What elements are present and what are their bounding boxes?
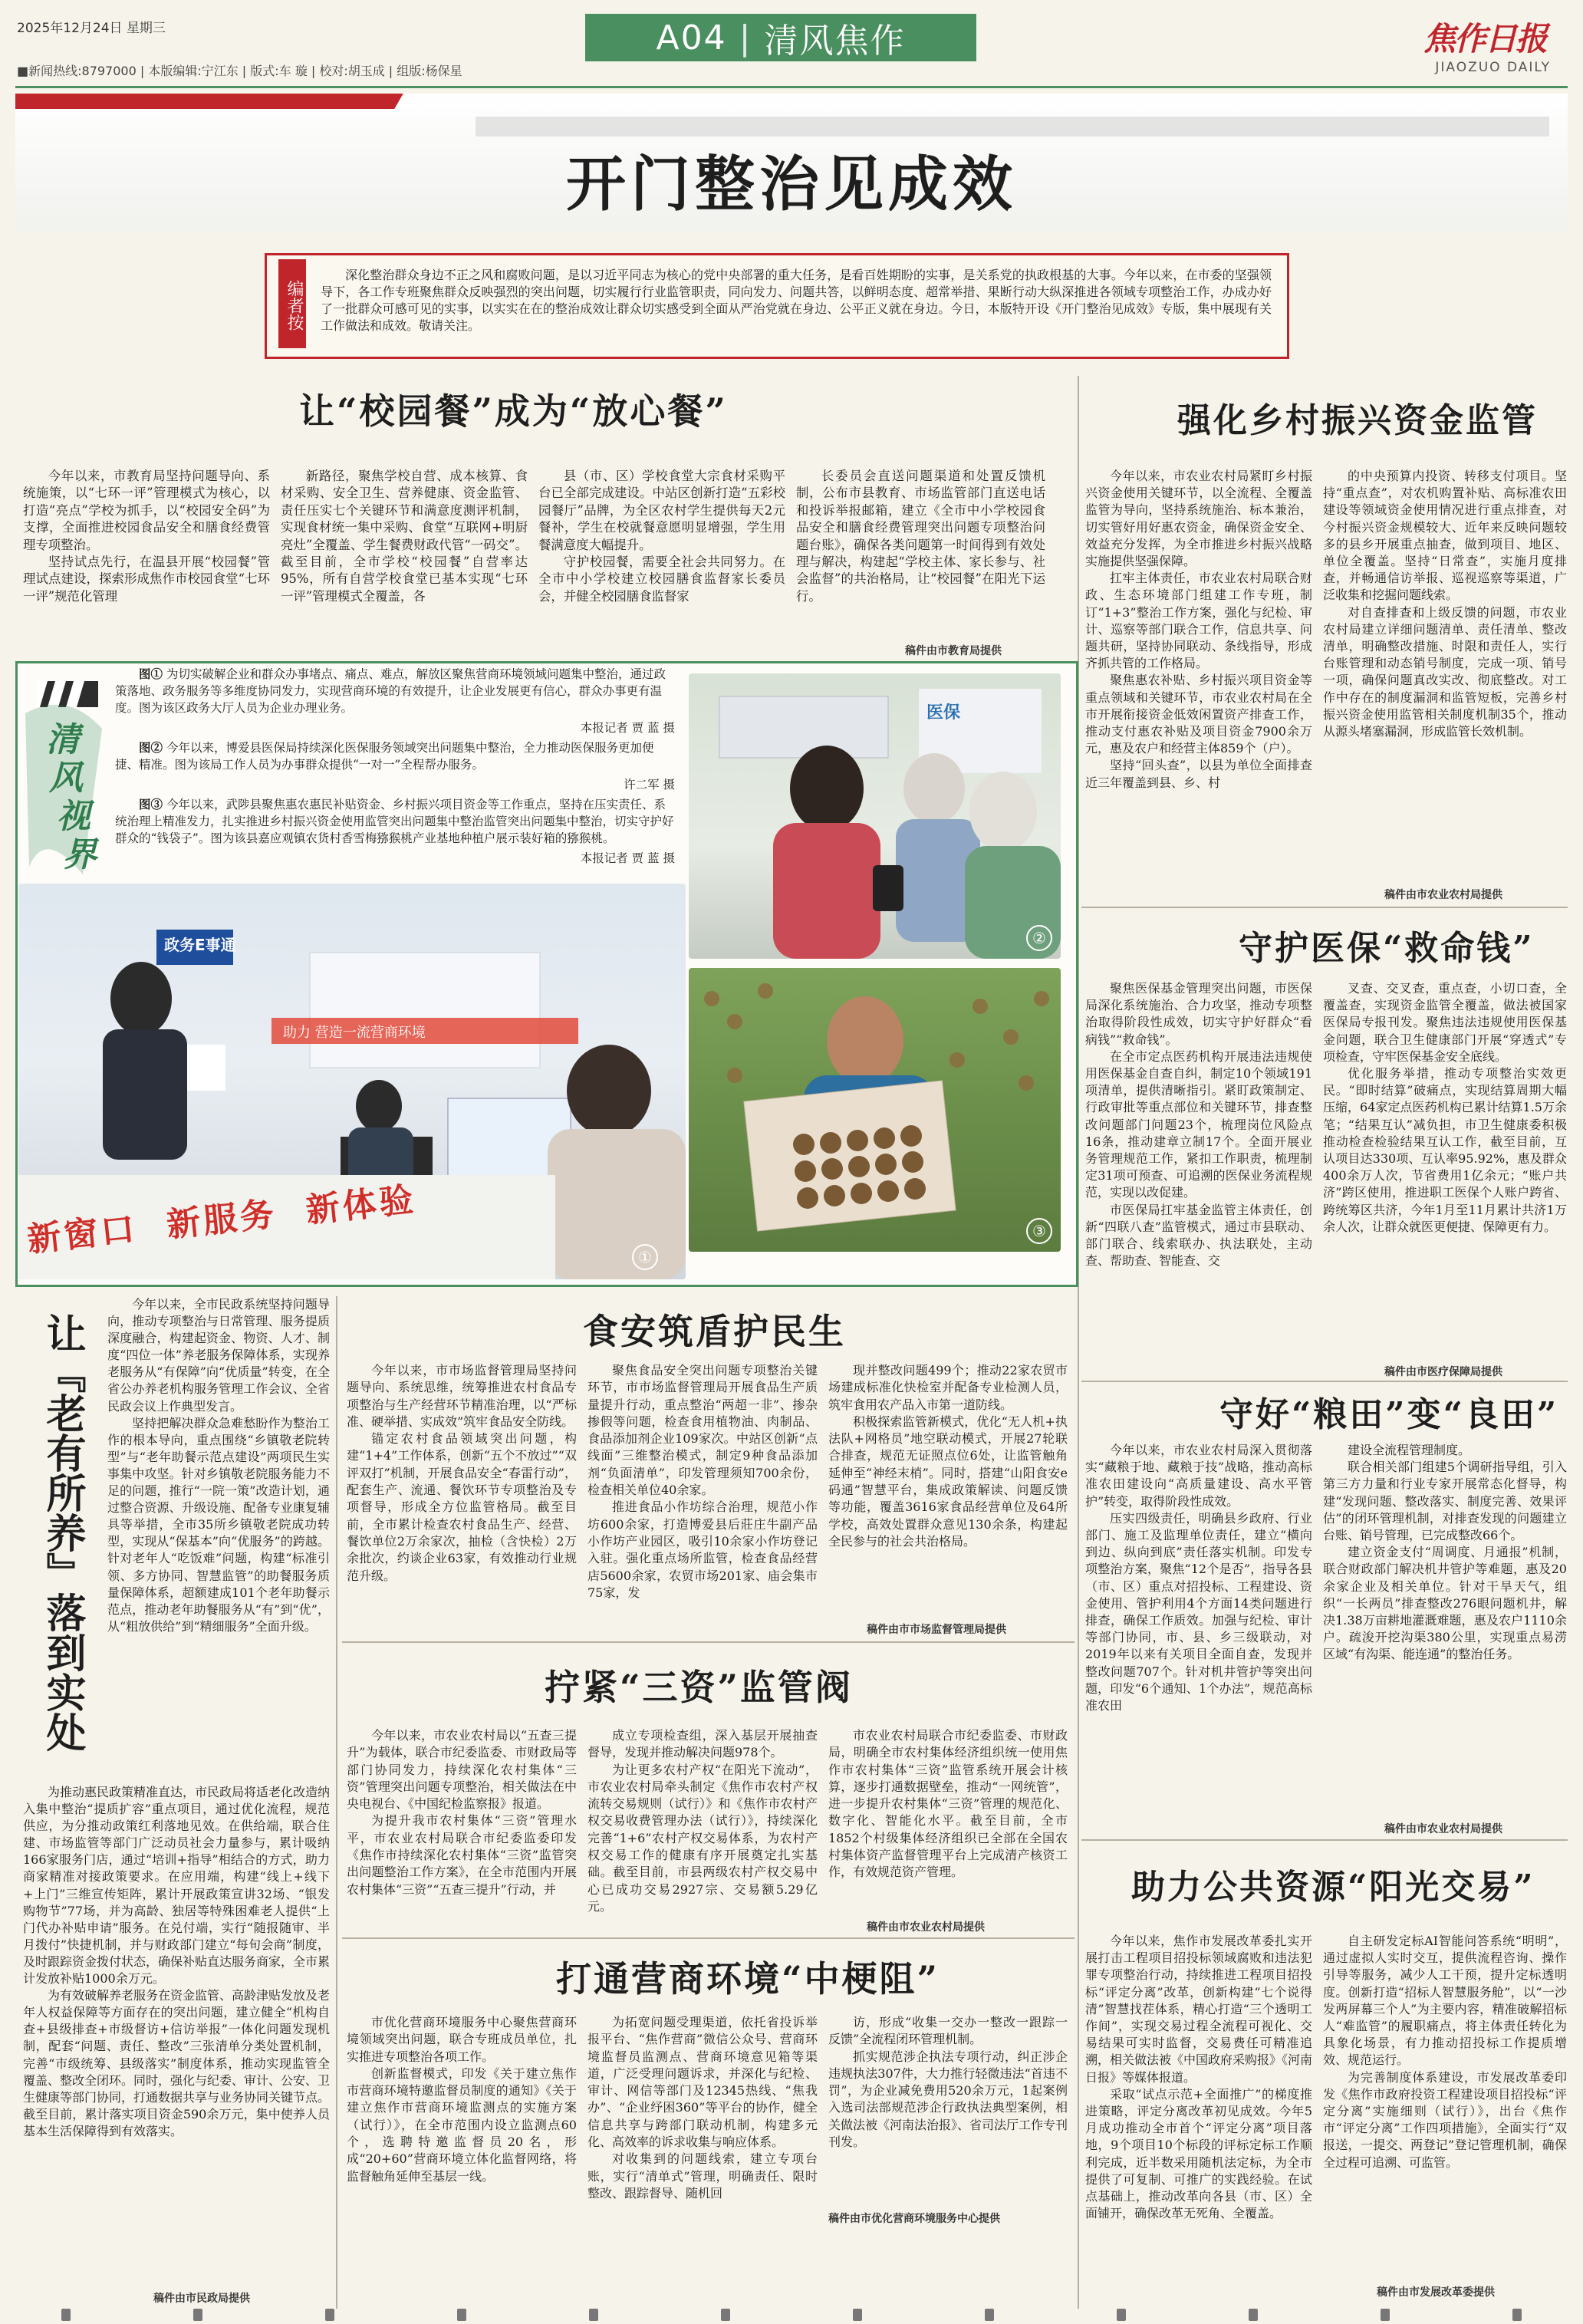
caption-credit: 本报记者 贾 蓝 摄: [580, 851, 675, 865]
article-medical-col1: [1085, 980, 1312, 1269]
column-name-char: 视: [57, 797, 91, 836]
caption-credit: 本报记者 贾 蓝 摄: [580, 721, 675, 735]
photo-number-1: ①: [632, 1244, 658, 1270]
column-name-char: 界: [63, 835, 97, 874]
caption-text: 今年以来，武陟县聚焦惠农惠民补贴资金、乡村振兴项目资金等工作重点，坚持在压实责任、系统治理上精准发力，扎实推进乡村振兴资金使用监管突出问题集中整治监管突出问题集中整治，切实守护好群众的“钱袋子”。图为该县嘉应观镇农货村香雪梅猕猴桃产业基地种植户展示装好箱的猕猴桃。: [115, 798, 674, 845]
paragraph: 坚持把解决群众急难愁盼作为整治工作的根本导向，重点围绕“乡镇敬老院转型”与“老年助餐示范点建设”两项民生实事集中攻坚。针对乡镇敬老院服务能力不足的问题，推行“一院一策”改造计划，通过整合资源、升级设施、配备专业康复辅具等举措，全市35所乡镇敬老院成功转型，实现从“保基本”向“优服务”的跨越。针对老年人“吃饭难”问题，构建“标准引领、多方协同、智慧监管”的助餐服务质量保障体系，超额建成101个老年助餐示范点，推动老年助餐服务从“有”到“优”，从“粗放供给”到“精细服务”全面升级。: [107, 1415, 330, 1634]
section-name: 清风焦作: [764, 21, 906, 61]
photo-number-3: ③: [1026, 1218, 1052, 1244]
newspaper-logo-en: JIAOZUO DAILY: [1435, 60, 1551, 75]
footer-mark: [193, 2309, 202, 2321]
article-grain-col1: [1085, 1442, 1312, 1714]
paragraph: 聚焦医保基金管理突出问题，市医保局深化系统施治、合力攻坚，推动专项整治取得阶段性成效，切实守护好群众“看病钱”“救命钱”。: [1085, 981, 1312, 1047]
article-food-col1: [347, 1362, 577, 1585]
paragraph: 对自查排查和上级反馈的问题，市农业农村局建立详细问题清单、责任清单、整改清单，明确整改措施、时限和责任人，实行台账管理和动态销号制度，完成一项、销号一项，确保问题真改实改、彻底整改。对工作中存在的制度漏洞和监管短板，完善乡村振兴资金使用监管相关制度机制35个，推动从源头堵塞漏洞，形成监管长效机制。: [1323, 604, 1567, 739]
page-footer-marks: [0, 2309, 1583, 2324]
footer-mark: [1117, 2309, 1126, 2321]
paragraph: 为完善制度体系建设，市发展改革委印发《焦作市政府投资工程建设项目招投标“评定分离”实施细则（试行）》，出台《焦作市“评定分离”工作四项措施》，全面实行“双报送，一提交、两登记”登记管理机制，确保全过程可追溯、可监管。: [1323, 2069, 1567, 2170]
paragraph: 聚焦惠农补贴、乡村振兴项目资金等重点领域和关键环节，市农业农村局在全市开展衔接资金低效闲置资产排查工作，推动支付惠农补贴及项目资金7900余万元，惠及农户和经营主体859个（户）。: [1085, 673, 1312, 756]
article-campus-col1: [23, 468, 270, 605]
article-public-col2: [1323, 1933, 1567, 2171]
paragraph: 守护校园餐，需要全社会共同努力。在全市中小学校建立校园膳食监督家长委员会，并健全校园膳食监督家: [538, 555, 785, 604]
caption-text: 为切实破解企业和群众办事堵点、痛点、难点，解放区聚焦营商环境领域问题集中整治，通过政策落地、政务服务等多维度协同发力，实现营商环境的有效提升，让企业发展更有信心，群众办事更有温度。图为该区政务大厅人员为企业办理业务。: [115, 667, 666, 715]
editor-note-text: 深化整治群众身边不正之风和腐败问题，是以习近平同志为核心的党中央部署的重大任务，是看百姓期盼的实事，是关系党的执政根基的大事。今年以来，在市委的坚强领导下，各工作专班聚焦群众反映强烈的突出问题，切实履行行业监管职责，同向发力、问题共答，以鲜明态度、超常举措、果断行动大纵深推进各领域专项整治工作，办成办好了一批群众可感可见的实事，以实实在在的整治成效让群众切实感受到全面从严治党就在身边、公平正义就在身边。今日，本版特开设《开门整治见成效》专版，集中展现有关工作做法和成效。敬请关注。: [321, 268, 1272, 333]
issue-date: 2025年12月24日 星期三: [17, 21, 166, 36]
paragraph: 市农业农村局联合市纪委监委、市财政局，明确全市农村集体经济组织统一使用焦作市农村集体“三资”监管系统开展会计核算，逐步打通数据壁垒，推动“一网统管”，进一步提升农村集体“三资”管理的规范化、数字化、智能化水平。截至目前，全市1852个村级集体经济组织已全部在全国农村集体资产监督管理平台上完成清产核资工作，有效规范资产管理。: [828, 1728, 1068, 1880]
article-grain-credit: 稿件由市农业农村局提供: [1384, 1823, 1502, 1835]
paragraph: 创新监督模式，印发《关于建立焦作市营商环境特邀监督员制度的通知》《关于建立焦作市营商环境监测点的实施方案（试行）》，在全市范围内设立监测点60个，选聘特邀监督员20名，形成“20+60”营商环境立体化监督网络，将监督触角延伸至基层一线。: [347, 2066, 577, 2184]
photo-captions: [115, 666, 675, 870]
caption-label: 图③: [139, 797, 163, 811]
article-title-medical: 守护医保“救命钱”: [1239, 929, 1535, 968]
article-business-col3: [828, 2014, 1068, 2151]
paragraph: 为有效破解养老服务在资金监管、高龄津贴发放及老年人权益保障等方面存在的突出问题，建立健全“机构自查+县级排查+市级督访+信访举报”一体化问题发现机制，配套“问题、责任、整改”三张清单分类处置机制，完善“市级统筹、县级落实”制度体系，推动实现监管全覆盖、整改全闭环。同时，强化与纪委、审计、公安、卫生健康等部门协同，打通数据共享与业务协同关键节点。截至目前，累计落实项目资金590余万元，集中使养人员基本生活保障得到有效落实。: [23, 1988, 331, 2138]
paragraph: 优化服务举措，推动专项整治实效更民。“即时结算”破痛点，实现结算周期大幅压缩，64家定点医药机构已累计结算1.5万余笔；“结果互认”减负担，市卫生健康委积极推动检查检验结果互认工作，截至目前，互认项目达330项、互认率95.92%，惠及群众400余万人次，节省费用1亿余元；“账户共济”跨区使用，推进职工医保个人账户跨省、跨统筹区共济，今年1月至11月累计共济1万余人次，让群众就医更便捷、保障更有力。: [1323, 1066, 1567, 1234]
article-title-campus: 让“校园餐”成为“放心餐”: [299, 390, 728, 432]
article-assets-col1: [347, 1727, 577, 1898]
paragraph: 积极探索监管新模式，优化“无人机+执法队+网格员”地空联动模式，开展27轮联合排查，规范无证照点位6处，让监管触角延伸至“神经末梢”。同时，搭建“山阳食安e码通”智慧平台，集成政策解读、问题反馈等功能，覆盖3616家食品经营单位及64所学校，高效处置群众意见130余条，构建起全民参与的社会共治格局。: [828, 1414, 1068, 1549]
article-rural-col2: [1323, 468, 1567, 740]
paragraph: 自主研发定标AI智能问答系统“明明”，通过虚拟人实时交互，提供流程咨询、操作引导等服务，减少人工干预，提升定标透明度。创新打造“招标人智慧服务舱”，以“一沙发两屏幕三个人”为主要内容，精准破解招标人“难监管”的履职痛点，将主体责任转化为具象化场景，有力推动招投标工作提质增效、规范运行。: [1323, 1934, 1567, 2068]
article-title-business: 打通营商环境“中梗阻”: [556, 1958, 940, 2000]
article-assets-credit: 稿件由市农业农村局提供: [867, 1921, 985, 1934]
article-elderly-col2: [23, 1784, 330, 2140]
footer-mark: [853, 2309, 862, 2321]
slogan-part: 新体验: [304, 1180, 419, 1231]
footer-mark: [721, 2309, 730, 2321]
column-divider: [336, 1296, 337, 2309]
paragraph: 今年以来，市农业农村局以“五查三提升”为载体，联合市纪委监委、市财政局等部门协同发力，持续深化农村集体“三资”管理突出问题专项整治，相关做法在中央电视台、《中国纪检监察报》报道。: [347, 1728, 577, 1812]
paragraph: 为推动惠民政策精准直达，市民政局将适老化改造纳入集中整治“提质扩容”重点项目，通过优化流程，规范供应，为分推动政策红利落地见效。在供给端，联合住建、市场监管等部门广泛动员社会力量参与，累计吸纳166家服务门店，通过“培训+指导”相结合的方式，助力商家精准对接政策要求。在应用端，构建“线上+线下+上门”三维宣传矩阵，累计开展政策宣讲32场、“银发购物节”77场，并为高龄、独居等特殊困难老人提供“上门代办补贴申请”服务。在兑付端，实行“随报随审、半月拨付”快捷机制，并与财政部门建立“每旬会商”制度，及时跟踪资金拨付状态，确保补贴直达服务商家，全市累计发放补贴1000余万元。: [23, 1785, 331, 1987]
article-business-col2: [587, 2014, 818, 2202]
footer-mark: [61, 2309, 71, 2321]
article-title-rural: 强化乡村振兴资金监管: [1177, 401, 1538, 440]
paragraph: 建设全流程管理制度。: [1348, 1443, 1471, 1457]
photo-2-sign: 医保: [926, 703, 961, 723]
header-divider: [15, 86, 1568, 88]
article-title-public: 助力公共资源“阳光交易”: [1131, 1868, 1535, 1907]
article-medical-col2: [1323, 980, 1567, 1236]
paragraph: 聚焦食品安全突出问题专项整治关键环节，市市场监督管理局开展食品生产质量提升行动，重点整治“两超一非”、掺杂掺假等问题，检查食用植物油、肉制品、食品添加剂企业109家次。中站区创新“点线面”三维整治模式，制定9种食品添加剂“负面清单”，印发管理须知700余份，检查相关单位40余家。: [587, 1363, 818, 1498]
page-number: A04: [656, 18, 727, 58]
photo-number-2: ②: [1026, 925, 1052, 951]
article-food-credit: 稿件由市市场监督管理局提供: [867, 1624, 1006, 1636]
paragraph: 对收集到的问题线索，建立专项台账，实行“清单式”管理，明确责任、限时整改、跟踪督导、随机回: [587, 2151, 818, 2201]
paragraph: 的中央预算内投资、转移支付项目。坚持“重点查”，对农机购置补贴、高标准农田建设等领域资金使用情况进行重点排查，对今村振兴资金规模较大、近年来反映问题较多的县乡开展重点抽查，做到项目、地区、单位全覆盖。坚持“日常查”，实施月度排查，并畅通信访举报、巡视巡察等渠道，广泛收集和挖掘问题线索。: [1323, 469, 1567, 603]
article-grain-col2: [1323, 1442, 1567, 1664]
paragraph: 联合相关部门组建5个调研指导组，引入第三方力量和行业专家开展常态化督导，构建“发现问题、整改落实、制度完善、效果评估”的闭环管理机制，对排查发现的问题建立台账、销号管理，已完成整改66个。: [1323, 1460, 1567, 1543]
article-rural-credit: 稿件由市农业农村局提供: [1384, 889, 1502, 901]
photo-3-kiwi-farmer: [689, 968, 1061, 1252]
article-title-grain: 守好“粮田”变“良田”: [1219, 1395, 1559, 1434]
column-name: [46, 721, 97, 874]
photo-1-government-hall: [18, 884, 686, 1279]
article-title-assets: 拧紧“三资”监管阀: [545, 1667, 853, 1708]
column-name-char: 清: [46, 720, 80, 759]
footer-mark: [985, 2309, 994, 2321]
paragraph: 市医保局扛牢基金监管主体责任，创新“四联八查”监管模式，通过市县联动、部门联合、线索联办、执法联处，主动查、帮助查、智能查、交: [1085, 1202, 1312, 1269]
article-campus-col3: [538, 468, 785, 605]
paragraph: 坚持“回头查”，以县为单位全面排查近三年覆盖到县、乡、村: [1085, 758, 1312, 790]
caption-text: 今年以来，博爱县医保局持续深化医保服务领域突出问题集中整治，全力推动医保服务更加便捷、精准。图为该局工作人员为办事群众提供“一对一”全程帮办服务。: [115, 741, 654, 772]
paragraph: 成立专项检查组，深入基层开展抽查督导，发现并推动解决问题978个。: [587, 1728, 818, 1760]
paragraph: 市优化营商环境服务中心聚焦营商环境领域突出问题，联合专班成员单位，扎实推进专项整治各项工作。: [347, 2015, 577, 2064]
article-campus-credit: 稿件由市教育局提供: [905, 645, 1002, 657]
column-name-char: 风: [49, 759, 83, 798]
footer-mark: [589, 2309, 598, 2321]
article-public-col1: [1085, 1933, 1312, 2222]
paragraph: 县（市、区）学校食堂大宗食材采购平台已全部完成建设。中站区创新打造“五彩校园餐厅”品牌，为全区农村学生提供每天2元餐补，学生在校就餐意愿明显增强，学生用餐满意度大幅提升。: [538, 469, 785, 552]
article-business-col1: [347, 2014, 577, 2185]
paragraph: 今年以来，焦作市发展改革委扎实开展打击工程项目招投标领域腐败和违法犯罪专项整治行动，持续推进工程项目招投标“评定分离”改革，创新构建“七个说得清”智慧找茬体系，精心打造“三个透明工作间”，实现交易过程全流程可视化、交易结果可实时监督，交易费任可精准追溯，相关做法被《中国政府采购报》《河南日报》等媒体报道。: [1085, 1934, 1313, 2085]
paragraph: 抓实规范涉企执法专项行动，纠正涉企违规执法307件，大力推行轻微违法“首违不罚”，为企业减免费用520余万元，1起案例入选司法部规范涉企行政执法典型案例，相关做法被《河南法治报》、省司法厅工作专刊刊发。: [828, 2049, 1068, 2150]
paragraph: 压实四级责任，明确县乡政府、行业部门、施工及监理单位责任，建立“横向到边、纵向到底”责任落实机制。印发专项整治方案，聚焦“12个是否”，指导各县（市、区）重点对招投标、工程建设、资金使用、管护利用4个方面14类问题进行排查，确保工作质效。加强与纪检、审计等部门协同，市、县、乡三级联动，对2019年以来有关项目全面自查，发现并整改问题707个。针对机井管护等突出问题，印发“6个通知、1个办法”，规范高标准农田: [1085, 1510, 1312, 1713]
paragraph: 长委员会直送问题渠道和处置反馈机制，公布市县教育、市场监管部门直送电话和投诉举报邮箱，建立《全市中小学校园食品安全和膳食经费管理突出问题专项整治问题台账》，确保各类问题第一时间得到有效处理与解决，构建起“学校主体、家长参与、社会监督”的共治格局，让“校园餐”在阳光下运行。: [796, 469, 1045, 604]
slogan-part: 新窗口: [25, 1209, 140, 1260]
paragraph: 为提升我市农村集体“三资”管理水平，市农业农村局联合市纪委监委印发《焦作市持续深化农村集体“三资”监管突出问题整治工作方案》，在全市范围内开展农村集体“三资”“五查三提升”行动，并: [347, 1813, 577, 1897]
caption-label: 图①: [139, 667, 163, 681]
article-business-credit: 稿件由市优化营商环境服务中心提供: [828, 2213, 1000, 2225]
paragraph: 今年以来，市市场监督管理局坚持问题导向、系统思维，统筹推进农村食品专项整治与生产经营环节精准治理，以“严标准、硬举措、实成效”筑牢食品安全防线。: [347, 1363, 577, 1429]
section-divider: [1081, 907, 1568, 908]
paragraph: 今年以来，全市民政系统坚持问题导向，推动专项整治与日常管理、服务提质深度融合，构建起资金、物资、人才、制度“四位一体”养老服务保障体系，实现养老服务从“有保障”向“优质量”转变，在全省公办养老机构服务管理工作会议、全省民政会议上作典型发言。: [107, 1297, 330, 1414]
article-elderly-credit: 稿件由市民政局提供: [153, 2293, 250, 2305]
paragraph: 今年以来，市教育局坚持问题导向、系统施策，以“七环一评”管理模式为核心，以打造“亮点”学校为抓手，以“校园安全码”为支撑，全面推进校园食品安全和膳食经费管理专项整治。: [23, 469, 270, 552]
footer-mark: [1512, 2309, 1522, 2321]
editor-note-tag: 编者按: [278, 259, 306, 348]
article-campus-col2: [281, 468, 528, 605]
section-divider: [342, 1641, 1075, 1643]
newspaper-logo: 焦作日报: [1423, 20, 1546, 58]
article-rural-col1: [1085, 468, 1312, 792]
article-campus-col4: [796, 468, 1045, 605]
footer-mark: [457, 2309, 466, 2321]
slogan-part: 新服务: [164, 1194, 279, 1246]
footer-mark: [325, 2309, 334, 2321]
photo-3-illustration: [689, 968, 1061, 1252]
page-credits: ■新闻热线:8797000 | 本版编辑:宁江东 | 版式:车 璇 | 校对:胡玉成 | 组版:杨保星: [17, 64, 462, 78]
tab-separator: |: [739, 18, 752, 58]
article-food-col2: [587, 1362, 818, 1601]
paragraph: 建立资金支付“周调度、月通报”机制，联合财政部门解决机井管护等难题，惠及20余家企业及相关单位。针对干旱天气，组织“一长两员”排查整改276眼问题机井，解决1.38万亩耕地灌溉难题，惠及农户1110余户。疏浚开挖沟渠380公里，实现重点易涝区域“有沟渠、能连通”的整治任务。: [1323, 1545, 1567, 1662]
paragraph: 为拓宽问题受理渠道，依托省投诉举报平台、“焦作营商”微信公众号、营商环境监督员监测点、营商环境意见箱等渠道，广泛受理问题诉求，并深化与纪检、审计、网信等部门及12345热线、“焦我办”、“企业纾困360”等平台的协作，健全信息共享与跨部门联动机制，构建多元化、高效率的诉求收集与响应体系。: [587, 2015, 818, 2150]
section-divider: [1081, 1839, 1568, 1841]
banner-red-stripe: [15, 94, 403, 109]
page-title: 开门整治见成效: [565, 150, 1017, 219]
footer-mark: [1381, 2309, 1390, 2321]
caption-credit: 许二军 摄: [624, 778, 675, 792]
paragraph: 今年以来，市农业农村局紧盯乡村振兴资金使用关键环节，以全流程、全覆盖监管为导向，坚持系统施治、标本兼治，切实管好用好惠农资金，确保资金安全、效益充分发挥，为全市推进乡村振兴战略实施提供坚强保障。: [1085, 469, 1312, 569]
footer-mark: [1249, 2309, 1258, 2321]
photo-1-sign: 政务E事通: [164, 936, 236, 954]
page-section-tab: [585, 14, 976, 61]
section-divider: [342, 1937, 1075, 1939]
photo-2-illustration: [689, 673, 1061, 959]
section-divider: [1081, 1381, 1568, 1382]
article-public-credit: 稿件由市发展改革委提供: [1377, 2286, 1495, 2299]
paragraph: 今年以来，市农业农村局深入贯彻落实“藏粮于地、藏粮于技”战略，推动高标准农田建设向“高质量建设、高水平管护”转变，取得阶段性成效。: [1085, 1443, 1312, 1509]
article-food-col3: [828, 1362, 1068, 1550]
paragraph: 锚定农村食品领域突出问题，构建“1+4”工作体系，创新“五个不放过”“双评双打”机制，开展食品安全“春雷行动”，配套生产、流通、餐饮环节专项整治及专项督导，形成全方位监管格局。截至目前，全市累计检查农村食品生产、经营、餐饮单位2万余家次，抽检（含快检）2万余批次，约谈企业63家，有效推动行业规范升级。: [347, 1431, 577, 1583]
article-medical-credit: 稿件由市医疗保障局提供: [1384, 1366, 1502, 1378]
paragraph: 坚持试点先行，在温县开展“校园餐”管理试点建设，探索形成焦作市校园食堂“七环一评”规范化管理: [23, 555, 270, 604]
photo-2-medical-service: [689, 673, 1061, 959]
banner-gray-stripe: [476, 117, 1549, 137]
paragraph: 扛牢主体责任，市农业农村局联合财政、生态环境部门组建工作专班，制订“1+3”整治工作方案，强化与纪检、审计、巡察等部门联合工作，信息共享、问题共研，坚持协同联动、条线指导，形成齐抓共管的工作格局。: [1085, 571, 1312, 671]
paragraph: 为让更多农村产权“在阳光下流动”，市农业农村局牵头制定《焦作市农村产权流转交易规则（试行）》和《焦作市农村产权交易收费管理办法（试行）》，持续深化完善“1+6”农村产权交易体系，为农村产权交易工作的健康有序开展奠定扎实基础。截至目前，市县两级农村产权交易中心已成功交易2927宗、交易额5.29亿元。: [587, 1762, 818, 1914]
article-elderly-col1: [107, 1296, 330, 1635]
article-assets-col2: [587, 1727, 818, 1915]
paragraph: 在全市定点医药机构开展违法违规使用医保基金自查自纠，制定10个领域191项清单，提供清晰指引。紧盯政策制定、行政审批等重点部位和关键环节，排查整改问题部门问题23个，梳理岗位风险点16条，推动建章立制17个。全面开展业务管理规范工作，紧扣工作职责，梳理制定31项可预查、可追溯的医保业务流程规范，实现以改促建。: [1085, 1048, 1312, 1200]
caption-label: 图②: [139, 740, 163, 755]
paragraph: 现并整改问题499个；推动22家农贸市场建成标准化快检室并配备专业检测人员，筑牢食用农产品入市第一道防线。: [828, 1363, 1068, 1412]
article-assets-col3: [828, 1727, 1068, 1881]
article-title-food: 食安筑盾护民生: [583, 1311, 846, 1352]
paragraph: 推进食品小作坊综合治理，规范小作坊600余家，打造博爱县后莊庄牛副产品小作坊产业园区，吸引10余家小作坊登记入驻。强化重点场所监管，检查食品经营店5600余家，农贸市场201家、庙会集市75家，发: [587, 1499, 818, 1600]
paragraph: 新路径，聚焦学校自营、成本核算、食材采购、安全卫生、营养健康、资金监管、责任压实七个关键环节和满意度测评机制，实现食材统一集中采购、食堂“互联网+明厨亮灶”全覆盖、学生餐费财政代管“一码交”。截至目前，全市学校“校园餐”自营率达95%，所有自营学校食堂已基本实现“七环一评”管理模式全覆盖，各: [281, 469, 528, 604]
paragraph: 访，形成“收集一交办一整改一跟踪一反馈”全流程闭环管理机制。: [828, 2015, 1068, 2047]
photo-1-banner: 助力 营造一流营商环境: [283, 1025, 426, 1041]
paragraph: 采取“试点示范+全面推广”的梯度推进策略，评定分离改革初见成效。今年5月成功推动全市首个“评定分离”项目落地，9个项目10个标段的评标定标工作顺利完成，近半数采用随机法定标，为全市提供了可复制、可推广的实践经验。在试点基础上，推动改革向各县（市、区）全面铺开，确保改革无死角、全覆盖。: [1085, 2086, 1312, 2221]
paragraph: 叉查、交叉查，重点查，小切口查，全覆盖查，实现资金监管全覆盖，做法被国家医保局专报刊发。聚焦违法违规使用医保基金问题，联合卫生健康部门开展“穿透式”专项检查，守牢医保基金安全底线。: [1323, 981, 1567, 1064]
article-title-elderly: 让『老有所养』落到实处: [39, 1313, 86, 1752]
